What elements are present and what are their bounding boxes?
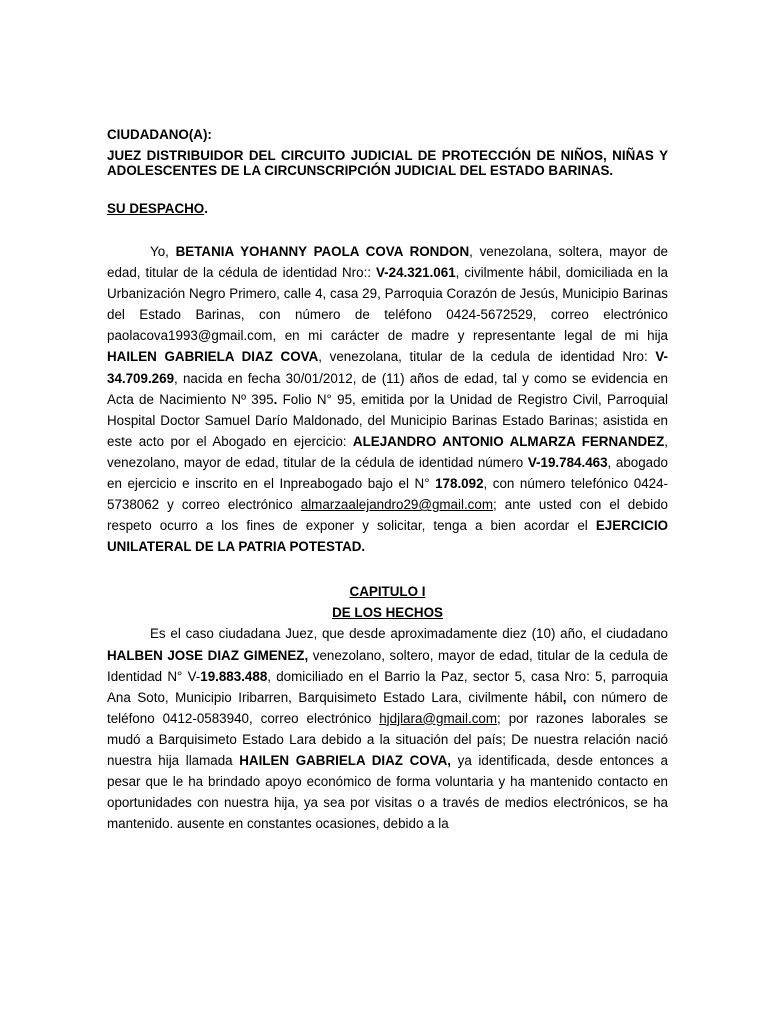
court-name: JUEZ DISTRIBUIDOR DEL CIRCUITO JUDICIAL DE PROTECCIÓN DE NIÑOS, NIÑAS Y ADOLESCENTES DE LA CIRCUNSCRIPCIÓN JUDICIAL DEL ESTADO BARINAS. (107, 148, 668, 178)
lawyer-inpreabogado: 178.092 (435, 476, 484, 492)
p1-text-2: , venezolana, soltera, mayor de edad, titular de la cédula de identidad Nro:: (107, 244, 668, 281)
p1-text-9: , con número telefónico 0424-5738062 y correo electrónico (107, 476, 668, 513)
lawyer-email-link[interactable]: almarzaalejandro29@gmail.com (300, 497, 493, 513)
mother-name: BETANIA YOHANNY PAOLA COVA RONDON (175, 244, 470, 259)
father-name: HALBEN JOSE DIAZ GIMENEZ, (107, 647, 309, 663)
p2-text-6: ya identificada, desde entonces a pesar que le ha brindado apoyo económico de forma voluntaria y ha mantenido contacto en oportunidades con nuestra hija, ya sea por visitas o a través de medios electrónicos, se ha mantenido. ausente en constantes ocasiones, debido a la (107, 752, 668, 832)
chapter-heading (107, 581, 668, 623)
despacho-text: SU DESPACHO (107, 201, 205, 216)
p2-bold-comma: , (562, 689, 567, 705)
document-page (107, 127, 668, 834)
chapter-number: CAPITULO I (349, 584, 426, 600)
p2-text-5: ; por razones laborales se mudó a Barquisimeto Estado Lara debido a la situación del país; De nuestra relación nació nuestra hija llamada (107, 710, 668, 768)
p1-text-4: , venezolana, titular de la cedula de identidad Nro: (318, 349, 656, 365)
p1-text-1: Yo, (150, 244, 176, 259)
daughter-name-2: HAILEN GABRIELA DIAZ COVA, (239, 752, 452, 768)
p1-text-8: , abogado en ejercicio e inscrito en el Inpreabogado bajo el N° (107, 454, 669, 492)
p2-text-3: , domiciliado en el Barrio la Paz, sector 5, casa Nro: 5, parroquia Ana Soto, Municipio Iribarren, Barquisimeto Estado Lara, civilmente hábil (107, 668, 669, 705)
lawyer-name: ALEJANDRO ANTONIO ALMARZA FERNANDEZ (352, 433, 665, 449)
father-id: 19.883.488 (200, 668, 268, 684)
p1-text-6: Folio N° 95, emitida por la Unidad de Registro Civil, Parroquial Hospital Doctor Samuel Darío Maldonado, del Municipio Barinas Estado Barinas; asistida en este acto por el Abogado en ejercicio: (107, 391, 669, 449)
mother-id: V-24.321.061 (375, 265, 456, 281)
chapter-title: DE LOS HECHOS (332, 605, 443, 621)
p1-text-10: ; ante usted con el debido respeto ocurro a los fines de exponer y solicitar, tenga a bien acordar el (107, 497, 668, 534)
lawyer-id: V-19.784.463 (527, 454, 608, 470)
p1-text-3: , civilmente hábil, domiciliada en la Urbanización Negro Primero, calle 4, casa 29, Parroquia Corazón de Jesús, Municipio Barinas del Estado Barinas, con número de teléfono 0424-5672529, correo electrónico paolacova1993@gmail.com, en mi carácter de madre y representante legal de mi hija (107, 265, 668, 344)
daughter-id: V-34.709.269 (107, 349, 668, 386)
chapter-number-line (107, 581, 668, 602)
addressee-label: CIUDADANO(A): (107, 127, 212, 142)
p1-text-5: , nacida en fecha 30/01/2012, de (11) años de edad, tal y como se evidencia en Acta de Nacimiento Nº 395 (107, 370, 668, 407)
paragraph-petition (107, 241, 668, 557)
daughter-name: HAILEN GABRIELA DIAZ COVA (107, 349, 319, 365)
p2-text-1: Es el caso ciudadana Juez, que desde aproximadamente diez (10) año, el ciudadano (150, 626, 668, 642)
father-email-link[interactable]: hjdjlara@gmail.com (379, 710, 498, 726)
paragraph-facts (107, 623, 668, 834)
p2-text-4: con número de teléfono 0412-0583940, correo electrónico (107, 689, 668, 726)
p2-text-2: venezolano, soltero, mayor de edad, titular de la cedula de Identidad N° V- (107, 647, 668, 684)
p1-text-7: , venezolano, mayor de edad, titular de la cédula de identidad número (107, 433, 669, 470)
despacho-period: . (204, 201, 208, 216)
chapter-title-line (107, 602, 668, 623)
request-title: EJERCICIO UNILATERAL DE LA PATRIA POTESTAD. (107, 518, 668, 555)
p1-bold-dot: . (273, 391, 278, 407)
despacho-heading (107, 201, 668, 216)
